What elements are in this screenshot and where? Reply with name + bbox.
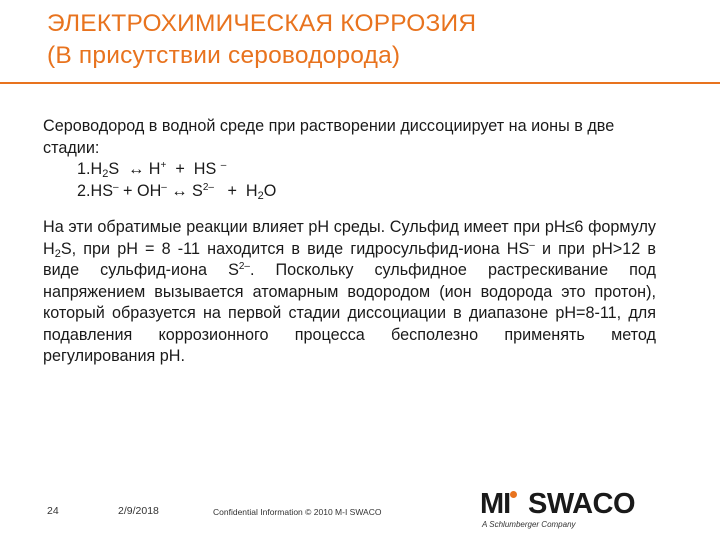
logo-tagline: A Schlumberger Company [482,520,576,529]
reaction-1-mid: S ↔ H [108,160,161,178]
paragraph-sup-2: 2– [238,261,250,272]
reaction-1-sup-2: – [220,160,227,171]
logo-brand-m [480,488,510,520]
title-divider [0,82,720,84]
reaction-2-mid: + OH [118,181,162,200]
logo-brand-i-text: I [503,488,511,520]
paragraph-sub-1: 2 [54,247,61,260]
reaction-1-prefix: 1.H [77,160,103,178]
reaction-1-sub: 2 [102,168,109,180]
reaction-1-mid-2: + HS [166,160,221,178]
reaction-2-sup-1: – [113,181,119,193]
footer-date: 2/9/2018 [118,505,159,517]
paragraph-part-4: . Поскольку сульфидное растрескивание под напряжением вызывается атомарным водородом (ион водорода это протон), который образуется на первой стадии диссоциации в диапазоне pH=8-11, для подавления коррозионного процесса бесполезно применять метод регулирования pH. [43,261,657,365]
title-line-1: ЭЛЕКТРОХИМИЧЕСКАЯ КОРРОЗИЯ [47,10,477,37]
intro-text: Сероводород в водной среде при растворении диссоциирует на ионы в две стадии: [43,117,615,157]
paragraph-part-3: и при pH>12 в виде сульфид-иона S [43,239,656,279]
logo-brand-m-text: M [480,488,504,520]
logo-dot-icon [510,491,517,498]
reaction-2-prefix: 2.HS [77,181,113,200]
paragraph-part-1: На эти обратимые реакции влияет pH среды. Сульфид имеет при pH≤6 формулу H [43,218,656,258]
reaction-2-end: O [263,181,277,200]
reaction-2-sub: 2 [257,189,264,202]
reaction-1 [77,159,656,181]
reaction-2-sup-2: – [161,181,167,193]
reaction-2 [77,181,656,203]
reaction-2-sup-3: 2– [202,181,214,193]
reaction-1-sup-1: + [160,160,167,171]
slide-title [47,8,476,72]
explanation-paragraph [43,217,656,368]
page-number: 24 [47,505,59,517]
reaction-2-mid-2: ↔ S [166,181,203,200]
confidential-notice: Confidential Information © 2010 M-I SWACO [213,507,382,517]
paragraph-sup-1: – [529,239,535,251]
title-line-2: (В присутствии сероводорода) [47,42,401,69]
paragraph-part-2: S, при pH = 8 -11 находится в виде гидросульфид-иона HS [60,239,530,258]
slide-body [43,116,656,368]
logo-brand-swaco: SWACO [528,488,636,520]
reaction-2-mid-3: + H [213,181,258,200]
mi-swaco-logo [480,488,690,533]
